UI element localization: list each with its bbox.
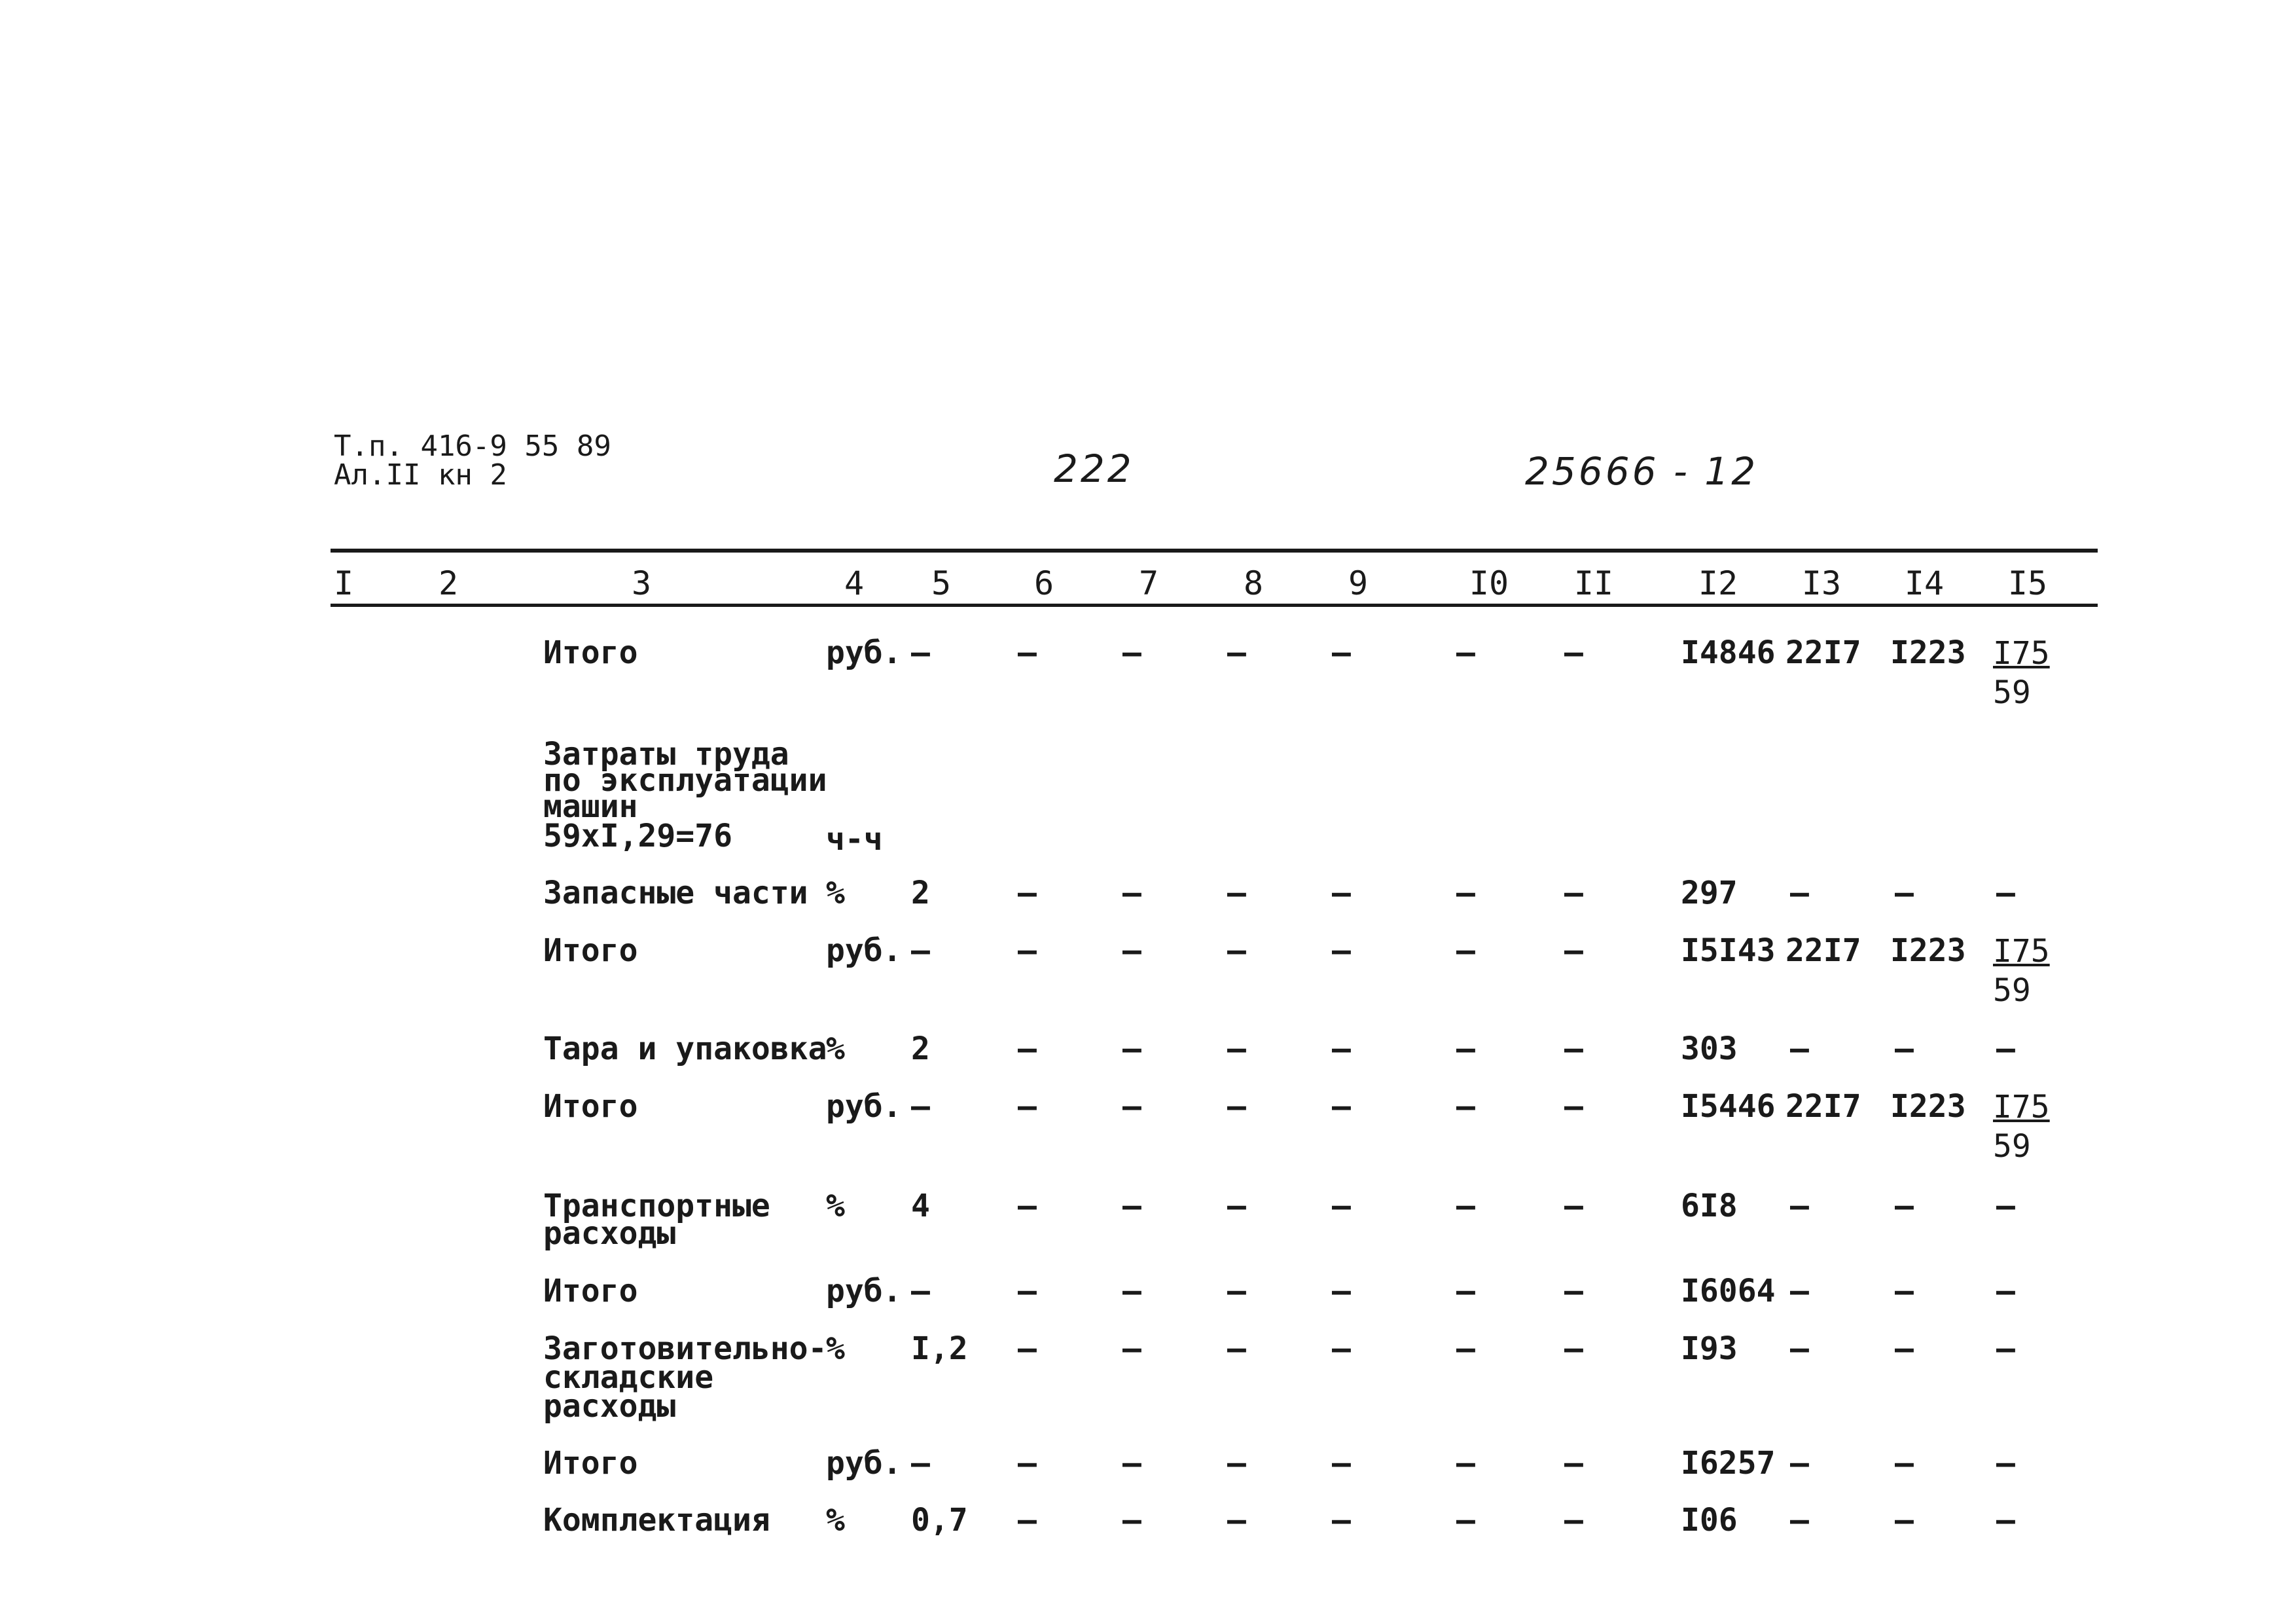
col14-cell: I223 xyxy=(1890,634,1966,671)
col15-numerator: I75 xyxy=(1993,635,2050,672)
col14-cell: – xyxy=(1895,1502,1914,1539)
col10-cell: – xyxy=(1456,1030,1475,1067)
col15-cell: – xyxy=(1996,1273,2015,1309)
col11-cell: – xyxy=(1564,1030,1583,1067)
col11-cell: – xyxy=(1564,932,1583,969)
col12-cell: I5446 xyxy=(1681,1088,1776,1125)
row-label-line1: Транспортные xyxy=(543,1188,770,1224)
col10-cell: – xyxy=(1456,875,1475,911)
unit-cell: руб. xyxy=(826,634,902,671)
col6-cell: – xyxy=(1018,1273,1037,1309)
col9-cell: – xyxy=(1332,1502,1351,1539)
col5-cell: – xyxy=(911,1088,930,1125)
col5-cell: – xyxy=(911,634,930,671)
col15-denominator: 59 xyxy=(1993,674,2031,711)
unit-cell: % xyxy=(826,1188,845,1224)
unit-cell: руб. xyxy=(826,1445,902,1482)
column-header-7: 7 xyxy=(1138,564,1159,602)
unit-cell: % xyxy=(826,1502,845,1539)
col5-cell: 2 xyxy=(911,1030,930,1067)
col14-cell: – xyxy=(1895,1188,1914,1224)
col7-cell: – xyxy=(1122,1188,1141,1224)
col6-cell: – xyxy=(1018,1030,1037,1067)
row-label-line1: Заготовительно- xyxy=(543,1330,827,1367)
row-label-line3: расходы xyxy=(543,1388,676,1425)
col8-cell: – xyxy=(1227,1502,1246,1539)
col11-cell: – xyxy=(1564,1330,1583,1367)
col11-cell: – xyxy=(1564,1445,1583,1482)
column-header-10: I0 xyxy=(1469,564,1509,602)
col14-cell: – xyxy=(1895,875,1914,911)
col8-cell: – xyxy=(1227,1330,1246,1367)
column-header-9: 9 xyxy=(1348,564,1369,602)
col7-cell: – xyxy=(1122,1030,1141,1067)
unit-cell: % xyxy=(826,1030,845,1067)
col15-denominator: 59 xyxy=(1993,1128,2031,1165)
col9-cell: – xyxy=(1332,932,1351,969)
column-header-2: 2 xyxy=(438,564,459,602)
row-label: Итого xyxy=(543,1273,638,1309)
col8-cell: – xyxy=(1227,875,1246,911)
col15-fraction xyxy=(1993,932,2050,1010)
column-header-6: 6 xyxy=(1033,564,1054,602)
column-header-13: I3 xyxy=(1801,564,1842,602)
column-header-1: I xyxy=(333,564,354,602)
col13-cell: – xyxy=(1790,1502,1809,1539)
unit-cell: руб. xyxy=(826,1088,902,1125)
table-header-rule xyxy=(331,604,2098,607)
col5-cell: 4 xyxy=(911,1188,930,1224)
row-label-line3: машин xyxy=(543,788,638,825)
row-label: Тара и упаковка xyxy=(543,1030,827,1067)
row-label: Итого xyxy=(543,932,638,969)
col9-cell: – xyxy=(1332,1330,1351,1367)
unit-cell: руб. xyxy=(826,1273,902,1309)
col8-cell: – xyxy=(1227,1188,1246,1224)
col8-cell: – xyxy=(1227,932,1246,969)
col12-cell: I93 xyxy=(1681,1330,1738,1367)
unit-cell: руб. xyxy=(826,932,902,969)
page-number: 222 xyxy=(1054,447,1134,491)
col7-cell: – xyxy=(1122,1330,1141,1367)
row-label-line2: расходы xyxy=(543,1215,676,1252)
unit-cell: % xyxy=(826,1330,845,1367)
col14-cell: I223 xyxy=(1890,932,1966,969)
col13-cell: – xyxy=(1790,1330,1809,1367)
col6-cell: – xyxy=(1018,1330,1037,1367)
column-header-12: I2 xyxy=(1698,564,1738,602)
col12-cell: 6I8 xyxy=(1681,1188,1738,1224)
col6-cell: – xyxy=(1018,1088,1037,1125)
col10-cell: – xyxy=(1456,1188,1475,1224)
col5-cell: I,2 xyxy=(911,1330,968,1367)
row-label-line2: по эксплуатации xyxy=(543,762,827,799)
col15-cell: – xyxy=(1996,1188,2015,1224)
col6-cell: – xyxy=(1018,1502,1037,1539)
col15-cell: – xyxy=(1996,1030,2015,1067)
col12-cell: I6257 xyxy=(1681,1445,1776,1482)
col10-cell: – xyxy=(1456,634,1475,671)
col7-cell: – xyxy=(1122,875,1141,911)
col7-cell: – xyxy=(1122,634,1141,671)
column-header-11: II xyxy=(1573,564,1614,602)
col12-cell: I06 xyxy=(1681,1502,1738,1539)
col9-cell: – xyxy=(1332,1088,1351,1125)
unit-cell: % xyxy=(826,875,845,911)
col13-cell: 22I7 xyxy=(1785,1088,1861,1125)
col8-cell: – xyxy=(1227,1030,1246,1067)
row-label-line1: Затраты труда xyxy=(543,736,789,773)
col10-cell: – xyxy=(1456,932,1475,969)
unit-cell: ч-ч xyxy=(826,821,883,858)
col15-cell: – xyxy=(1996,1445,2015,1482)
row-label: Запасные части xyxy=(543,875,808,911)
col15-fraction xyxy=(1993,634,2050,712)
col6-cell: – xyxy=(1018,634,1037,671)
col10-cell: – xyxy=(1456,1502,1475,1539)
col6-cell: – xyxy=(1018,875,1037,911)
col15-cell: – xyxy=(1996,1330,2015,1367)
col8-cell: – xyxy=(1227,634,1246,671)
col15-cell: – xyxy=(1996,1502,2015,1539)
row-label: Итого xyxy=(543,634,638,671)
col15-fraction xyxy=(1993,1087,2050,1166)
col7-cell: – xyxy=(1122,1445,1141,1482)
col5-cell: 0,7 xyxy=(911,1502,968,1539)
col6-cell: – xyxy=(1018,1188,1037,1224)
col14-cell: – xyxy=(1895,1273,1914,1309)
column-header-3: 3 xyxy=(631,564,652,602)
document-code-line1: Т.п. 416-9 55 89 xyxy=(334,429,611,463)
col5-cell: – xyxy=(911,1445,930,1482)
col12-cell: 303 xyxy=(1681,1030,1738,1067)
col13-cell: – xyxy=(1790,1273,1809,1309)
column-header-5: 5 xyxy=(931,564,952,602)
col7-cell: – xyxy=(1122,1088,1141,1125)
col5-cell: 2 xyxy=(911,875,930,911)
col9-cell: – xyxy=(1332,634,1351,671)
col14-cell: I223 xyxy=(1890,1088,1966,1125)
col11-cell: – xyxy=(1564,1273,1583,1309)
col9-cell: – xyxy=(1332,1188,1351,1224)
col10-cell: – xyxy=(1456,1088,1475,1125)
row-label: Итого xyxy=(543,1445,638,1482)
col9-cell: – xyxy=(1332,1273,1351,1309)
col13-cell: – xyxy=(1790,1445,1809,1482)
col10-cell: – xyxy=(1456,1445,1475,1482)
col13-cell: 22I7 xyxy=(1785,932,1861,969)
col7-cell: – xyxy=(1122,1502,1141,1539)
col10-cell: – xyxy=(1456,1273,1475,1309)
column-header-15: I5 xyxy=(2007,564,2048,602)
col11-cell: – xyxy=(1564,1188,1583,1224)
col13-cell: 22I7 xyxy=(1785,634,1861,671)
col11-cell: – xyxy=(1564,634,1583,671)
column-header-14: I4 xyxy=(1904,564,1945,602)
col8-cell: – xyxy=(1227,1088,1246,1125)
col8-cell: – xyxy=(1227,1445,1246,1482)
col15-numerator: I75 xyxy=(1993,933,2050,970)
col9-cell: – xyxy=(1332,1030,1351,1067)
col9-cell: – xyxy=(1332,1445,1351,1482)
col9-cell: – xyxy=(1332,875,1351,911)
col12-cell: I4846 xyxy=(1681,634,1776,671)
col15-denominator: 59 xyxy=(1993,972,2031,1009)
col5-cell: – xyxy=(911,1273,930,1309)
col8-cell: – xyxy=(1227,1273,1246,1309)
col11-cell: – xyxy=(1564,1502,1583,1539)
col13-cell: – xyxy=(1790,875,1809,911)
row-label: Комплектация xyxy=(543,1502,770,1539)
col15-cell: – xyxy=(1996,875,2015,911)
document-code-line2: Ал.II кн 2 xyxy=(334,458,507,492)
col13-cell: – xyxy=(1790,1030,1809,1067)
col12-cell: 297 xyxy=(1681,875,1738,911)
table-top-rule xyxy=(331,549,2098,553)
col12-cell: I6064 xyxy=(1681,1273,1776,1309)
row-label-line4: 59xI,29=76 xyxy=(543,818,732,854)
col10-cell: – xyxy=(1456,1330,1475,1367)
col6-cell: – xyxy=(1018,1445,1037,1482)
row-label-line2: складские xyxy=(543,1359,714,1396)
col12-cell: I5I43 xyxy=(1681,932,1776,969)
col14-cell: – xyxy=(1895,1445,1914,1482)
col6-cell: – xyxy=(1018,932,1037,969)
col11-cell: – xyxy=(1564,1088,1583,1125)
col14-cell: – xyxy=(1895,1030,1914,1067)
col5-cell: – xyxy=(911,932,930,969)
column-header-4: 4 xyxy=(844,564,865,602)
col14-cell: – xyxy=(1895,1330,1914,1367)
row-label: Итого xyxy=(543,1088,638,1125)
column-header-8: 8 xyxy=(1243,564,1264,602)
col13-cell: – xyxy=(1790,1188,1809,1224)
document-number: 25666 - 12 xyxy=(1525,449,1759,494)
col7-cell: – xyxy=(1122,932,1141,969)
col15-numerator: I75 xyxy=(1993,1089,2050,1125)
col11-cell: – xyxy=(1564,875,1583,911)
col7-cell: – xyxy=(1122,1273,1141,1309)
